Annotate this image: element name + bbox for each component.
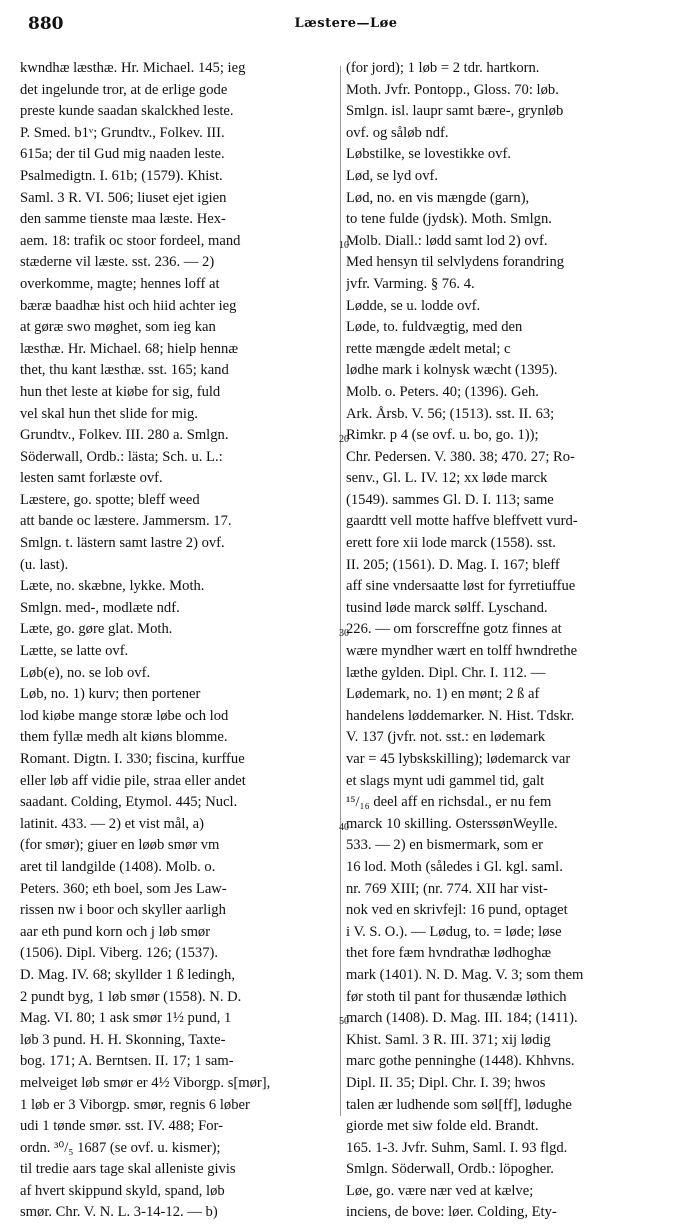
text-line: Med hensyn til selvlydens forandring: [346, 254, 565, 271]
text-line: Dipl. II. 35; Dipl. Chr. I. 39; hwos: [346, 1074, 546, 1091]
text-line: Saml. 3 R. VI. 506; liuset ejet igien: [20, 189, 227, 206]
text-line: lod kiøbe mange storæ løbe och lod: [20, 707, 229, 724]
text-line: Lødemark, no. 1) en mønt; 2 ß af: [346, 686, 540, 703]
text-line: smør. Chr. V. N. L. 3-14-12. — b): [20, 1204, 218, 1221]
text-line: 2 pundt byg, 1 løb smør (1558). N. D.: [20, 988, 242, 1005]
text-line: rette mængde ædelt metal; c: [346, 340, 511, 357]
text-line: erett fore xii lode marck (1558). sst.: [346, 535, 556, 552]
text-line: til tredie aars tage skal alleniste givis: [20, 1161, 236, 1178]
text-line: mark (1401). N. D. Mag. V. 3; som them: [346, 966, 584, 983]
text-line: thet, thu kant læsthæ. sst. 165; kand: [20, 362, 229, 379]
text-line: Smlgn. isl. laupr samt bære-, grynløb: [346, 103, 564, 120]
text-line: læthe gylden. Dipl. Chr. I. 112. —: [346, 664, 546, 681]
text-line: Peters. 360; eth boel, som Jes Law-: [20, 880, 227, 897]
text-line: V. 137 (jvfr. not. sst.: en lødemark: [346, 729, 546, 746]
text-line: Smlgn. t. lästern samt lastre 2) ovf.: [20, 535, 225, 552]
text-line: var = 45 lybskskilling); lødemarck var: [346, 751, 571, 767]
text-line: aem. 18: trafik oc stoor fordeel, mand: [20, 232, 241, 249]
line-number: 50: [339, 1016, 349, 1027]
text-line: 16 lod. Moth (således i Gl. kgl. saml.: [346, 858, 563, 875]
text-line: bæræ baadhæ hist och hiid achter ieg: [20, 297, 237, 314]
text-line: den samme tienste maa læste. Hex-: [20, 211, 226, 228]
text-line: eller løb aff vidie pile, straa eller andet: [20, 772, 246, 789]
text-line: Løb, no. 1) kurv; then portener: [20, 686, 201, 703]
right-column: [346, 58, 672, 1224]
text-line: 1 løb er 3 Viborgp. smør, regnis 6 løber: [20, 1096, 250, 1113]
text-line: melveiget løb smør er 4½ Viborgp. s[mør],: [20, 1074, 271, 1091]
text-line: thet fore fæm hvndrathæ lødhoghæ: [346, 945, 552, 962]
text-line: Læstere, go. spotte; bleff weed: [20, 491, 200, 508]
text-line: (for smør); giuer en løøb smør vm: [20, 837, 220, 854]
text-line: udi 1 tønde smør. sst. IV. 488; For-: [20, 1118, 223, 1135]
text-line: hun thet leste at kiøbe for sig, fuld: [20, 383, 221, 400]
line-number: 40: [339, 822, 349, 833]
text-line: aret til landgilde (1408). Molb. o.: [20, 858, 216, 875]
text-line: 226. — om forscreffne gotz finnes at: [346, 621, 562, 638]
text-line: nr. 769 XIII; (nr. 774. XII har vist-: [346, 880, 548, 897]
text-line: D. Mag. IV. 68; skyllder 1 ß ledingh,: [20, 966, 235, 983]
text-line: vel skal hun thet slide for mig.: [20, 405, 198, 422]
text-line: to tene fulde (jydsk). Moth. Smlgn.: [346, 211, 552, 228]
text-line: Læte, no. skæbne, lykke. Moth.: [20, 578, 205, 595]
text-line: af hvert skippund skyld, spand, løb: [20, 1182, 225, 1199]
text-line: (1549). sammes Gl. D. I. 113; same: [346, 491, 554, 508]
text-line: Chr. Pedersen. V. 380. 38; 470. 27; Ro-: [346, 448, 575, 465]
text-line: Mag. VI. 80; 1 ask smør 1½ pund, 1: [20, 1010, 232, 1027]
page-number: 880: [28, 14, 64, 34]
text-line: Lødde, se u. lodde ovf.: [346, 297, 481, 314]
text-line: rissen nw i boor och skyller aarligh: [20, 902, 226, 919]
line-number: 20: [339, 434, 349, 445]
text-line: Moth. Jvfr. Pontopp., Gloss. 70: løb.: [346, 81, 559, 98]
text-line: lødhe mark i kolnysk wæcht (1395).: [346, 362, 558, 379]
text-line: marck 10 skilling. OsterssønWeylle.: [346, 815, 558, 832]
text-line: før stoth til pant for thusændæ løthich: [346, 988, 567, 1005]
text-line: læsthæ. Hr. Michael. 68; hielp hennæ: [20, 340, 239, 357]
text-line: det ingelunde tror, at de erlige gode: [20, 81, 228, 98]
text-line: Læte, go. gøre glat. Moth.: [20, 621, 173, 638]
column-divider: [340, 66, 341, 1116]
text-line: saadant. Colding, Etymol. 445; Nucl.: [20, 794, 238, 811]
text-line: stæderne vil læste. sst. 236. — 2): [20, 254, 215, 271]
text-line: Lød, se lyd ovf.: [346, 167, 439, 184]
text-line: Smlgn. Söderwall, Ordb.: löpogher.: [346, 1161, 554, 1178]
text-line: wære myndher wært en tolff hwndrethe: [346, 643, 578, 660]
text-line: latinit. 433. — 2) et vist mål, a): [20, 815, 205, 832]
text-line: att bande oc læstere. Jammersm. 17.: [20, 513, 232, 530]
text-line: Molb. o. Peters. 40; (1396). Geh.: [346, 383, 539, 400]
text-line: i V. S. O.). — Lødug, to. = løde; løse: [346, 923, 562, 940]
text-line: (u. last).: [20, 556, 69, 573]
text-line: ordn. ³⁰/₅ 1687 (se ovf. u. kismer);: [20, 1139, 221, 1156]
line-number: 30: [339, 628, 349, 639]
left-column: [20, 58, 338, 1224]
text-line: preste kunde saadan skalckhed leste.: [20, 103, 234, 120]
text-line: bog. 171; A. Berntsen. II. 17; 1 sam-: [20, 1053, 234, 1070]
text-line: senv., Gl. L. IV. 12; xx løde marck: [346, 470, 548, 487]
text-line: kwndhæ læsthæ. Hr. Michael. 145; ieg: [20, 60, 246, 76]
text-line: at gøræ swo møghet, som ieg kan: [20, 319, 216, 336]
text-line: Løde, to. fuldvægtig, med den: [346, 319, 523, 336]
text-line: 165. 1-3. Jvfr. Suhm, Saml. I. 93 flgd.: [346, 1139, 568, 1156]
line-number: 10: [339, 240, 349, 251]
text-line: tusind løde marck sølff. Lyschand.: [346, 599, 548, 616]
text-line: Løe, go. være nær ved at kælve;: [346, 1182, 534, 1199]
text-line: P. Smed. b1ᵛ; Grundtv., Folkev. III.: [20, 124, 225, 141]
text-line: giorde met siw folde eld. Brandt.: [346, 1118, 539, 1135]
running-head: Læstere—Løe: [294, 16, 398, 31]
text-line: ovf. og såløb ndf.: [346, 124, 449, 141]
text-line: ¹⁵/₁₆ deel aff en richsdal., er nu fem: [346, 794, 552, 811]
text-line: Romant. Digtn. I. 330; fiscina, kurffue: [20, 751, 245, 767]
text-line: Söderwall, Ordb.: lästa; Sch. u. L.:: [20, 448, 223, 465]
text-line: II. 205; (1561). D. Mag. I. 167; bleff: [346, 556, 560, 573]
text-line: talen ær ludhende som søl[ff], lødughe: [346, 1096, 572, 1113]
text-line: nok ved en skrivfejl: 16 pund, optaget: [346, 902, 568, 919]
text-line: (1506). Dipl. Viberg. 126; (1537).: [20, 945, 219, 962]
text-line: gaardtt vell motte haffve bleffvett vurd-: [346, 513, 578, 530]
text-line: inciens, de bove: løer. Colding, Ety-: [346, 1204, 557, 1221]
text-line: Smlgn. med-, modlæte ndf.: [20, 599, 180, 616]
text-line: them fyllæ medh alt kiøns blomme.: [20, 729, 228, 746]
text-line: Rimkr. p 4 (se ovf. u. bo, go. 1));: [346, 427, 539, 444]
text-line: Ark. Årsb. V. 56; (1513). sst. II. 63;: [346, 405, 555, 422]
text-line: et slags mynt udi gammel tid, galt: [346, 772, 545, 789]
text-line: Løb(e), no. se lob ovf.: [20, 664, 151, 681]
text-line: løb 3 pund. H. H. Skonning, Taxte-: [20, 1031, 226, 1048]
text-line: 533. — 2) en bismermark, som er: [346, 837, 543, 854]
text-line: lesten samt forlæste ovf.: [20, 470, 163, 487]
text-line: march (1408). D. Mag. III. 184; (1411).: [346, 1010, 578, 1027]
text-line: aff sine vndersaatte løst for fyrretiuffue: [346, 578, 576, 595]
text-line: Khist. Saml. 3 R. III. 371; xij lødig: [346, 1031, 551, 1048]
text-line: aar eth pund korn och j løb smør: [20, 923, 211, 940]
text-line: marc gothe penninghe (1448). Khhvns.: [346, 1053, 575, 1070]
text-line: Molb. Diall.: lødd samt lod 2) ovf.: [346, 232, 548, 249]
text-line: Grundtv., Folkev. III. 280 a. Smlgn.: [20, 427, 229, 444]
text-line: 615a; der til Gud mig naaden leste.: [20, 146, 225, 163]
text-line: Psalmedigtn. I. 61b; (1579). Khist.: [20, 167, 223, 184]
text-line: overkomme, magte; hennes loff at: [20, 275, 220, 292]
text-line: (for jord); 1 løb = 2 tdr. hartkorn.: [346, 60, 540, 76]
text-line: handelens løddemarker. N. Hist. Tdskr.: [346, 707, 575, 724]
text-line: Lød, no. en vis mængde (garn),: [346, 189, 530, 206]
text-line: Løbstilke, se lovestikke ovf.: [346, 146, 511, 163]
text-line: Lætte, se latte ovf.: [20, 643, 129, 660]
text-line: jvfr. Varming. § 76. 4.: [346, 275, 475, 292]
page-header: [22, 14, 670, 38]
